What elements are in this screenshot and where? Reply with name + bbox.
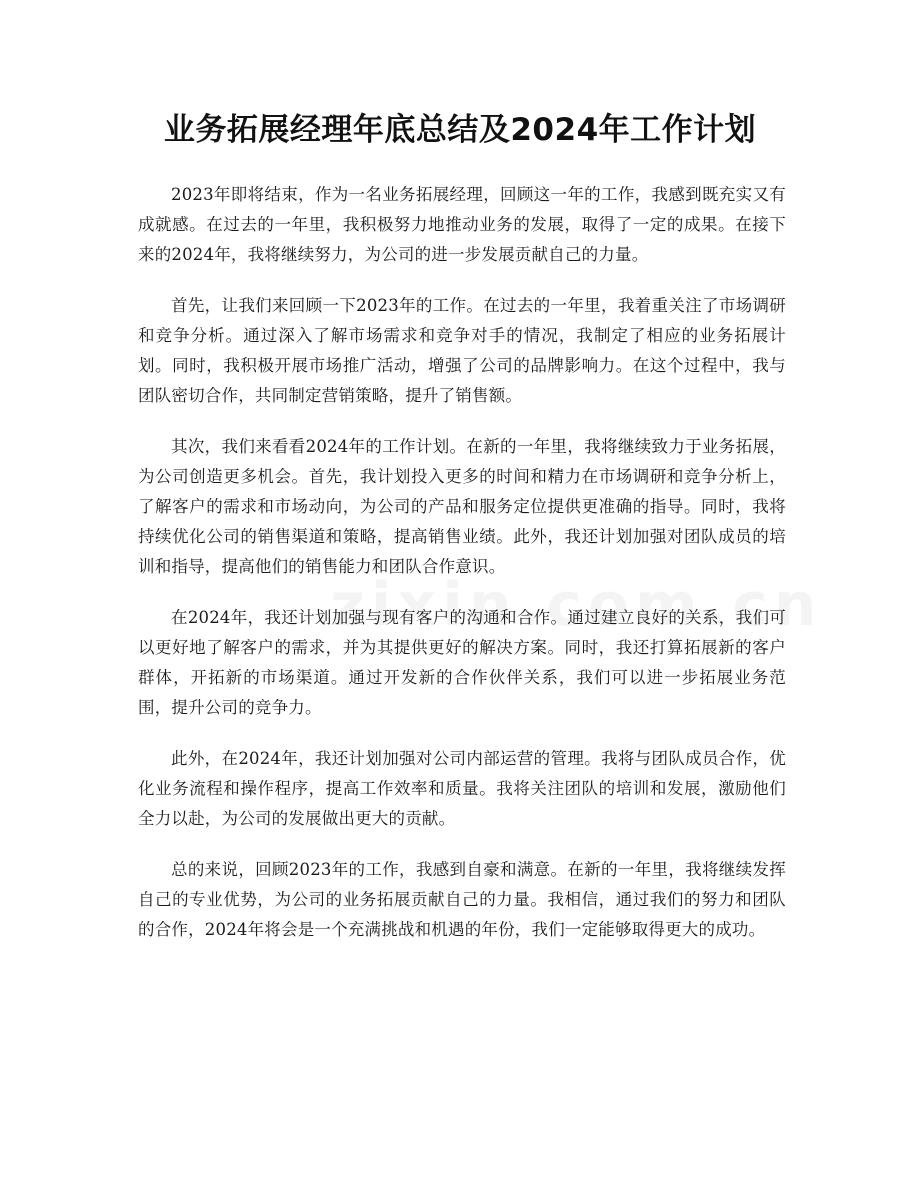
paragraph-conclusion: 总的来说，回顾2023年的工作，我感到自豪和满意。在新的一年里，我将继续发挥自己的专业优势，为公司的业务拓展贡献自己的力量。我相信，通过我们的努力和团队的合作，2024年将会是一个充满挑战和机遇的年份，我们一定能够取得更大的成功。 [138, 860, 786, 939]
paragraph-review-2023: 首先，让我们来回顾一下2023年的工作。在过去的一年里，我着重关注了市场调研和竞争分析。通过深入了解市场需求和竞争对手的情况，我制定了相应的业务拓展计划。同时，我积极开展市场推广活动，增强了公司的品牌影响力。在这个过程中，我与团队密切合作，共同制定营销策略，提升了销售额。 [138, 296, 786, 405]
document-body [138, 180, 786, 966]
paragraph-customer-plan: 在2024年，我还计划加强与现有客户的沟通和合作。通过建立良好的关系，我们可以更好地了解客户的需求，并为其提供更好的解决方案。同时，我还打算拓展新的客户群体，开拓新的市场渠道。通过开发新的合作伙伴关系，我们可以进一步拓展业务范围，提升公司的竞争力。 [138, 608, 786, 717]
paragraph-operations-plan: 此外，在2024年，我还计划加强对公司内部运营的管理。我将与团队成员合作，优化业务流程和操作程序，提高工作效率和质量。我将关注团队的培训和发展，激励他们全力以赴，为公司的发展做出更大的贡献。 [138, 749, 786, 828]
document-title: 业务拓展经理年底总结及2024年工作计划 [163, 112, 757, 148]
paragraph-intro: 2023年即将结束，作为一名业务拓展经理，回顾这一年的工作，我感到既充实又有成就感。在过去的一年里，我积极努力地推动业务的发展，取得了一定的成果。在接下来的2024年，我将继续努力，为公司的进一步发展贡献自己的力量。 [138, 185, 786, 264]
paragraph-plan-2024: 其次，我们来看看2024年的工作计划。在新的一年里，我将继续致力于业务拓展，为公司创造更多机会。首先，我计划投入更多的时间和精力在市场调研和竞争分析上，了解客户的需求和市场动向，为公司的产品和服务定位提供更准确的指导。同时，我将持续优化公司的销售渠道和策略，提高销售业绩。此外，我还计划加强对团队成员的培训和指导，提高他们的销售能力和团队合作意识。 [138, 437, 786, 576]
